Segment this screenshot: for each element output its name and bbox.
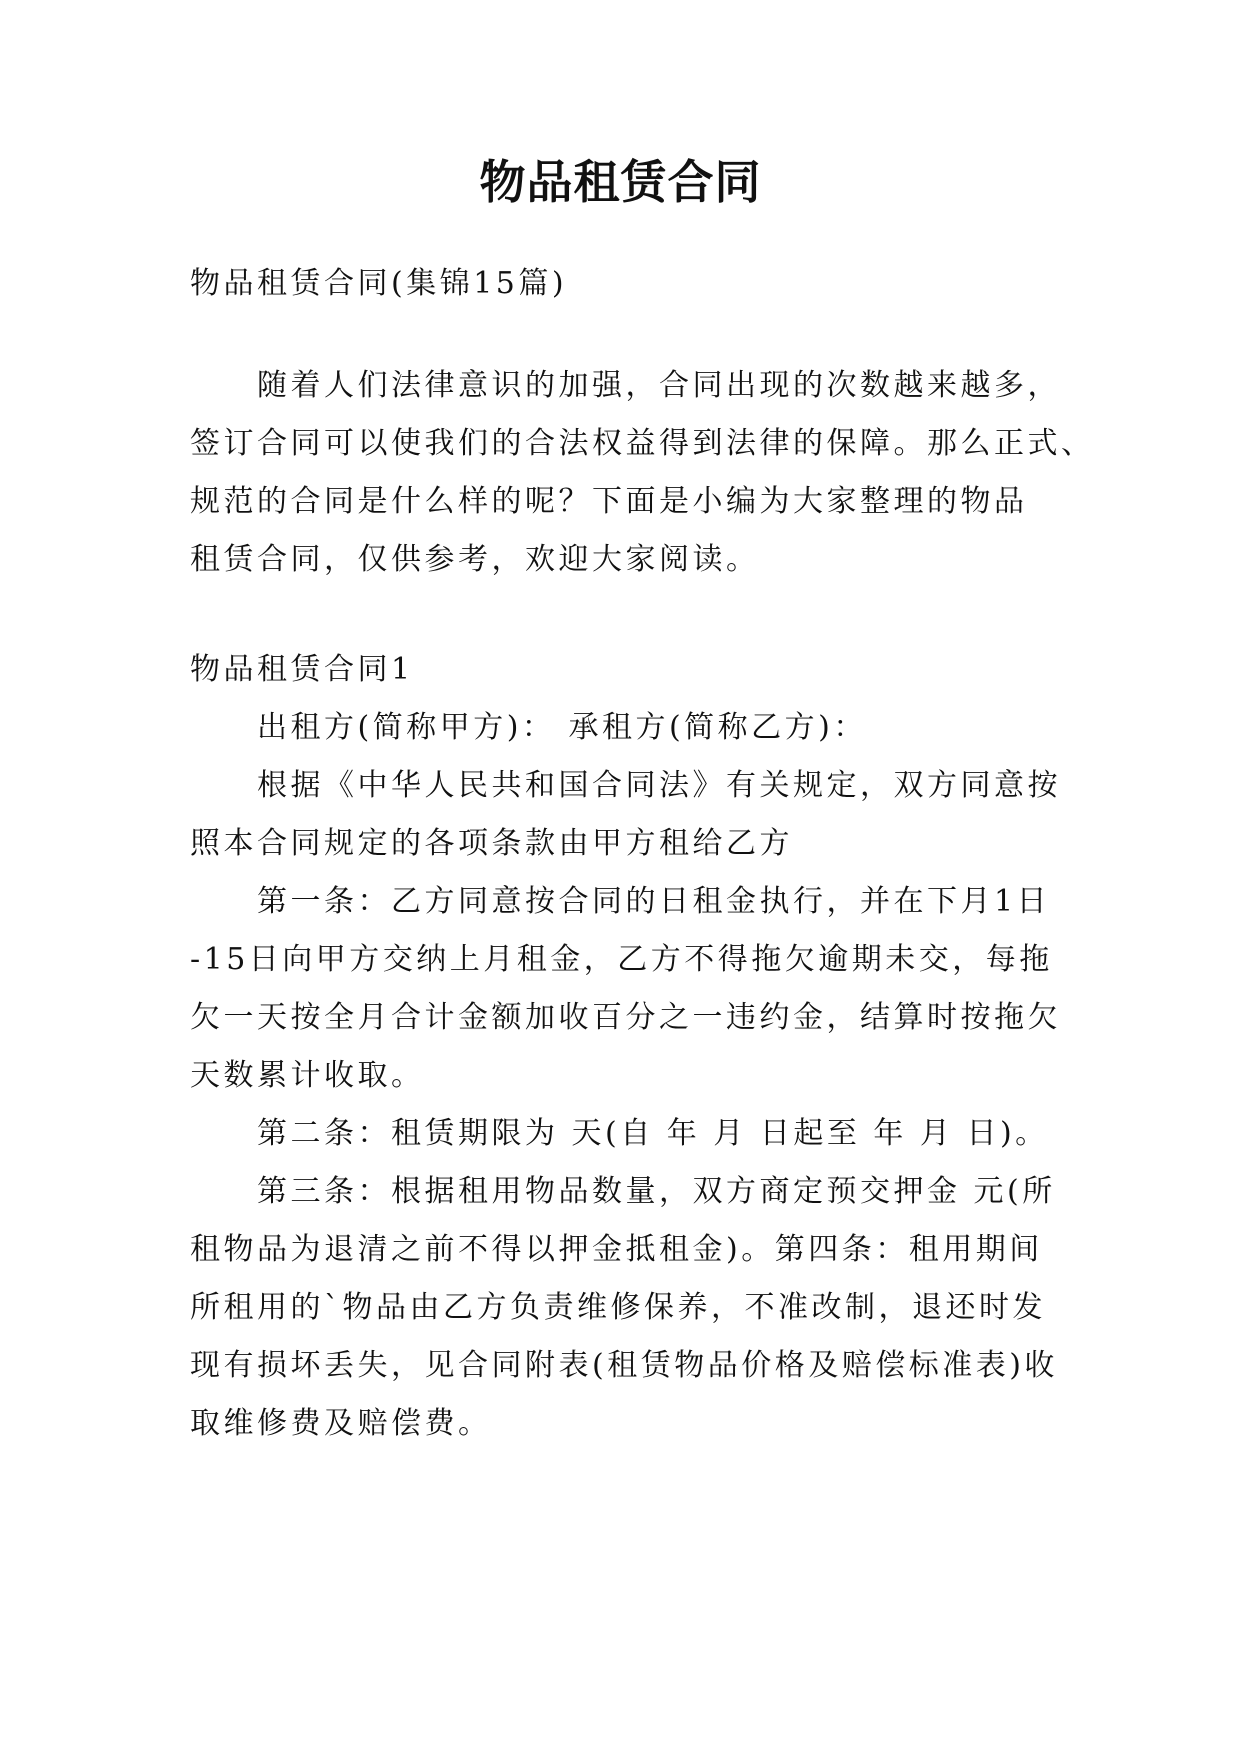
body-line: 天数累计收取。 — [190, 1058, 425, 1093]
body-line: 所租用的`物品由乙方负责维修保养，不准改制，退还时发 — [190, 1290, 1046, 1325]
body-line: -15日向甲方交纳上月租金，乙方不得拖欠逾期未交，每拖 — [190, 942, 1053, 977]
section-heading: 物品租赁合同1 — [190, 652, 414, 687]
body-line: 第三条：根据租用物品数量，双方商定预交押金 元(所 — [257, 1174, 1056, 1209]
document-subtitle: 物品租赁合同(集锦15篇) — [190, 266, 568, 301]
intro-line: 规范的合同是什么样的呢？下面是小编为大家整理的物品 — [190, 484, 1028, 519]
body-line: 第二条：租赁期限为 天(自 年 月 日起至 年 月 日)。 — [257, 1116, 1049, 1151]
body-line: 根据《中华人民共和国合同法》有关规定，双方同意按 — [257, 768, 1061, 803]
intro-line: 签订合同可以使我们的合法权益得到法律的保障。那么正式、 — [190, 426, 1095, 461]
intro-line: 租赁合同，仅供参考，欢迎大家阅读。 — [190, 542, 760, 577]
intro-line: 随着人们法律意识的加强，合同出现的次数越来越多， — [257, 368, 1061, 403]
body-line: 出租方(简称甲方)： 承租方(简称乙方)： — [257, 710, 867, 745]
body-line: 租物品为退清之前不得以押金抵租金)。第四条：租用期间 — [190, 1232, 1043, 1267]
body-line: 照本合同规定的各项条款由甲方租给乙方 — [190, 826, 793, 861]
document-title: 物品租赁合同 — [479, 155, 762, 209]
body-line: 欠一天按全月合计金额加收百分之一违约金，结算时按拖欠 — [190, 1000, 1061, 1035]
body-line: 取维修费及赔偿费。 — [190, 1406, 492, 1441]
body-line: 第一条：乙方同意按合同的日租金执行，并在下月1日 — [257, 884, 1051, 919]
body-line: 现有损坏丢失，见合同附表(租赁物品价格及赔偿标准表)收 — [190, 1348, 1058, 1383]
